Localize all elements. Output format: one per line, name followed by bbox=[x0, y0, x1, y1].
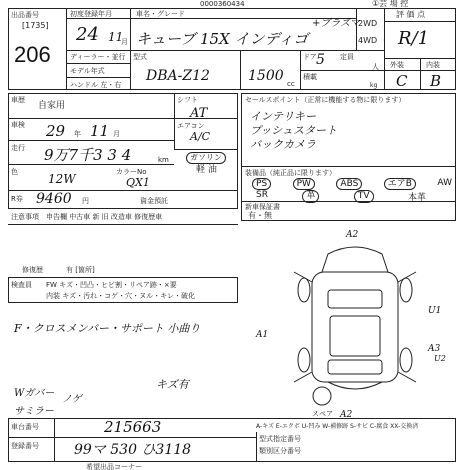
sales-line-2: プッシュスタート bbox=[250, 124, 338, 137]
shift-value: AT bbox=[190, 106, 208, 121]
first-reg-label: 初度登録年月 bbox=[70, 10, 112, 18]
note-line-1: F・クロスメンバー・サポート 小曲り bbox=[14, 322, 201, 335]
equipment-aw: AW bbox=[437, 178, 452, 188]
month-unit: 月 bbox=[121, 38, 128, 46]
fuel-value bbox=[186, 152, 226, 164]
first-reg-year: 24 bbox=[76, 24, 99, 45]
exterior-grade: C bbox=[396, 72, 408, 90]
divider bbox=[241, 201, 456, 202]
month-unit-2: 月 bbox=[113, 130, 120, 138]
vin-value: 215663 bbox=[104, 418, 162, 436]
displacement: 1500 bbox=[248, 68, 284, 84]
spare-label: スペア bbox=[312, 410, 333, 418]
divider bbox=[8, 437, 256, 438]
lot-number: 206 bbox=[14, 42, 51, 67]
fuel-light: 軽 油 bbox=[196, 165, 217, 175]
divider bbox=[174, 93, 175, 149]
divider bbox=[256, 432, 257, 462]
inspect-items: FW キズ・凹凸・ヒビ割・リペア跡・×要 bbox=[46, 281, 177, 289]
note-line-3: キズ有 bbox=[156, 378, 189, 391]
grade: 15X インディゴ bbox=[200, 30, 309, 48]
divider bbox=[384, 70, 456, 71]
divider bbox=[174, 149, 238, 150]
color-code: QX1 bbox=[126, 176, 150, 189]
auction-venue: ①芸 場 控 bbox=[372, 0, 409, 8]
plate-value: 99マ 530 ひ3118 bbox=[74, 442, 192, 458]
doors-value: 5 bbox=[316, 52, 325, 68]
model-year-label: モデル年式 bbox=[70, 67, 105, 75]
handle-label: ハンドル 左・右 bbox=[70, 81, 122, 89]
note-line-2a: Wガバー bbox=[14, 388, 55, 399]
new-card-value: 有・無 bbox=[248, 211, 272, 220]
damage-legend: A-キズ E-エクボ U-凹み W-補修跡 S-サビ C-腐食 XX-交換済 bbox=[256, 423, 419, 430]
exterior-label: 外装 bbox=[390, 61, 404, 69]
equipment-real-leather: 本革 bbox=[407, 193, 426, 203]
divider bbox=[66, 50, 384, 51]
document-id: 0000360434 bbox=[200, 0, 245, 8]
equipment-label: 装備品（純正品に限ります） bbox=[245, 169, 336, 177]
notice-label: 注意事項 bbox=[11, 213, 39, 221]
first-reg-month: 11 bbox=[108, 30, 124, 44]
note-line-2c: ノゲ bbox=[62, 394, 82, 405]
drive-4wd: 4WD bbox=[358, 36, 378, 45]
car-diagram bbox=[270, 232, 440, 412]
plate-label: 登録番号 bbox=[11, 442, 39, 450]
drive-2wd: 2WD bbox=[358, 19, 378, 28]
inspection-label: 車検 bbox=[11, 121, 25, 129]
mark-left: A1 bbox=[256, 330, 269, 340]
divider bbox=[300, 70, 384, 71]
repair-value: 有 [箇所] bbox=[66, 266, 95, 274]
interior-grade: B bbox=[430, 72, 442, 90]
model-label: 車名・グレード bbox=[136, 10, 185, 18]
equipment-row-1 bbox=[252, 178, 452, 190]
class-number-label: 類別区分番号 bbox=[259, 447, 301, 455]
divider bbox=[66, 63, 130, 64]
recycle-unit: 円 bbox=[82, 197, 89, 205]
divider bbox=[54, 418, 55, 462]
type-value: DBA-Z12 bbox=[146, 68, 210, 84]
note-line-2b: サミラー bbox=[14, 406, 54, 417]
kg-unit: kg bbox=[370, 82, 378, 89]
mark-right-dent-2: U2 bbox=[434, 354, 446, 363]
divider bbox=[8, 140, 174, 141]
mark-rear: A2 bbox=[340, 410, 353, 420]
equipment-pw: PW bbox=[293, 178, 315, 190]
lot-code: [1735] bbox=[22, 21, 49, 30]
sales-line-3: バックカメラ bbox=[250, 138, 316, 151]
use-value: 自家用 bbox=[38, 101, 66, 111]
color-label: 色 bbox=[11, 168, 18, 176]
notice-text: 申告欄 中古車 新 旧 改造車 修復歴車 bbox=[46, 213, 163, 221]
capacity-label: 定員 bbox=[340, 53, 354, 61]
sales-line-1: インテリキー bbox=[250, 110, 316, 123]
divider bbox=[8, 118, 238, 119]
divider bbox=[420, 58, 421, 90]
divider bbox=[241, 166, 456, 167]
sales-title: セールスポイント（正常に機能する物に限ります） bbox=[245, 96, 406, 104]
mark-right-dent: U1 bbox=[428, 306, 442, 316]
lot-label: 出品番号 bbox=[11, 11, 39, 19]
mileage-label: 走行 bbox=[11, 144, 25, 152]
recycle-value: 9460 bbox=[36, 191, 72, 207]
repair-label: 修復歴 bbox=[22, 266, 43, 274]
capacity-unit: 人 bbox=[372, 63, 379, 71]
bottom-note: 希望出品コーナー bbox=[86, 463, 142, 470]
ac-value: A/C bbox=[190, 130, 211, 143]
ac-label: エアコン bbox=[177, 122, 205, 130]
interior-label: 内装 bbox=[426, 61, 440, 69]
inspector-label: 検査員 bbox=[11, 281, 32, 289]
use-label: 車歴 bbox=[11, 96, 25, 104]
divider bbox=[356, 8, 357, 50]
fuel-value-text: ガソリン bbox=[186, 152, 226, 164]
inspection-month: 11 bbox=[90, 122, 110, 140]
mileage-value: 9万7千3 3 4 bbox=[44, 146, 132, 164]
equipment-leather: 革 bbox=[302, 190, 319, 203]
divider bbox=[66, 77, 130, 78]
equipment-tv: TV bbox=[354, 190, 374, 203]
doors-label: ドア bbox=[303, 53, 317, 61]
equipment-sr: SR bbox=[256, 190, 268, 200]
inspection-year: 29 bbox=[46, 122, 66, 140]
load-label: 積載 bbox=[303, 73, 317, 81]
equipment-airbag: エアB bbox=[384, 178, 416, 190]
equipment-ps: PS bbox=[252, 178, 271, 190]
year-unit: 年 bbox=[74, 130, 81, 138]
divider bbox=[130, 8, 131, 50]
divider bbox=[130, 50, 131, 90]
cc-unit: cc bbox=[287, 80, 295, 88]
model-name: キューブ bbox=[136, 30, 196, 48]
shift-label: シフト bbox=[177, 96, 198, 104]
equipment-abs: ABS bbox=[336, 178, 362, 190]
color-value: 12W bbox=[48, 172, 76, 186]
type-label: 型式 bbox=[133, 53, 147, 61]
recycle-fee: 資金預託 bbox=[140, 197, 168, 205]
dealer-label: ディーラー・並行 bbox=[70, 53, 126, 61]
divider bbox=[8, 164, 174, 165]
interior-items: 内装 キズ・汚れ・コゲ・穴・ヌル・キレ・破化 bbox=[46, 292, 196, 300]
score-value: R/1 bbox=[398, 28, 430, 49]
color-no-label: カラーNo bbox=[116, 168, 147, 176]
score-label: 評 価 点 bbox=[396, 10, 426, 19]
divider bbox=[384, 21, 456, 22]
new-card-label: 新車保証書 bbox=[245, 203, 280, 211]
recycle-label: R券 bbox=[11, 195, 23, 203]
divider bbox=[8, 224, 238, 225]
mark-front: A2 bbox=[346, 230, 359, 240]
vin-label: 車台番号 bbox=[11, 423, 39, 431]
divider bbox=[240, 50, 241, 90]
km-unit: km bbox=[158, 156, 169, 164]
mark-right-scratch: A3 bbox=[428, 344, 441, 354]
type-number-label: 型式指定番号 bbox=[259, 435, 301, 443]
grade-extra: +プラズマ bbox=[312, 18, 360, 29]
